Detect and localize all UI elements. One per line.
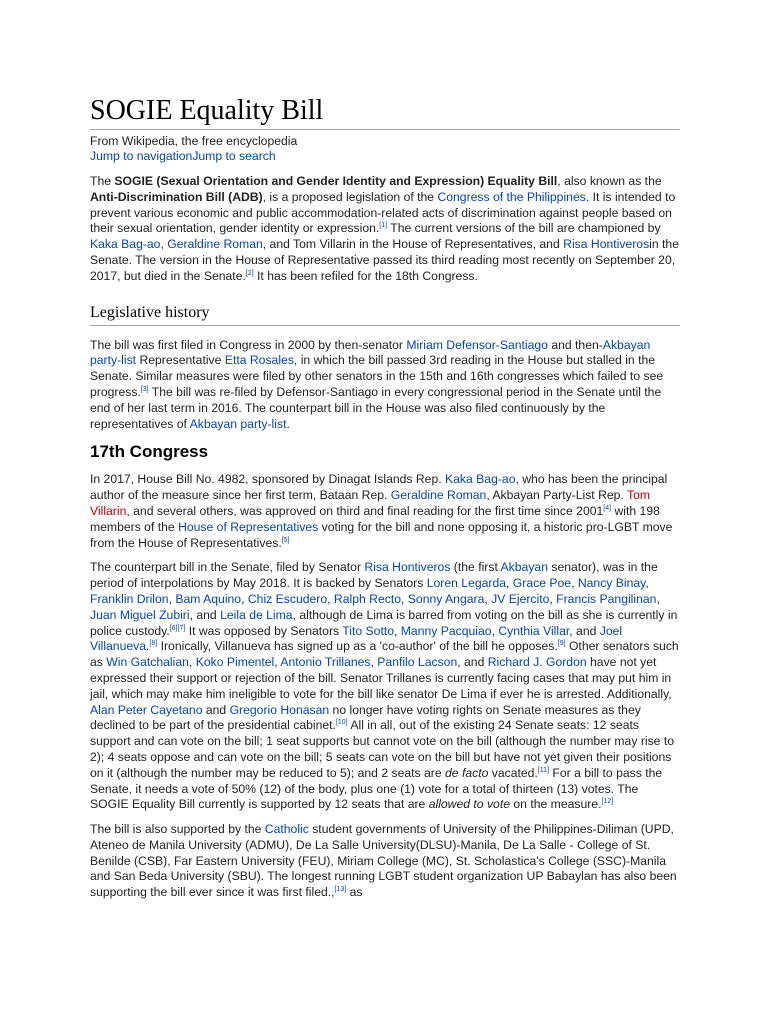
link-geraldine-roman[interactable]: Geraldine Roman bbox=[167, 237, 263, 252]
link-panfilo-lacson[interactable]: Panfilo Lacson bbox=[377, 655, 458, 670]
link-catholic[interactable]: Catholic bbox=[264, 822, 309, 837]
text: , bbox=[491, 623, 499, 638]
citation-5[interactable]: [5] bbox=[281, 536, 290, 544]
link-richard-j-gordon[interactable]: Richard J. Gordon bbox=[487, 655, 587, 670]
text: , bbox=[274, 655, 281, 670]
link-risa-hontiveros[interactable]: Risa Hontiveros bbox=[563, 237, 650, 252]
link-kaka-bag-ao[interactable]: Kaka Bag-ao bbox=[90, 237, 161, 252]
text: , bbox=[571, 576, 578, 591]
jump-to-search-link[interactable]: Jump to search bbox=[192, 149, 276, 163]
text: vacated. bbox=[488, 765, 538, 780]
text: (the first bbox=[450, 560, 501, 575]
section-heading-17th-congress: 17th Congress bbox=[90, 442, 209, 462]
text: . bbox=[286, 416, 290, 431]
citation-9[interactable]: [9] bbox=[557, 640, 566, 648]
text: It was opposed by Senators bbox=[185, 623, 343, 638]
link-juan-miguel-zubiri[interactable]: Juan Miguel Zubiri bbox=[90, 607, 190, 622]
text: For a bill to pass the Senate, it needs a vote of 50% (12) of the body, plus one (1) vote for a total of thirteen (13) votes. The SOGIE Equality Bill currently is supported by 12 seats that are bbox=[90, 765, 663, 812]
text: , bbox=[645, 576, 649, 591]
link-alan-peter-cayetano[interactable]: Alan Peter Cayetano bbox=[90, 702, 203, 717]
text: , bbox=[506, 576, 513, 591]
text: as bbox=[346, 885, 363, 900]
link-leila-de-lima[interactable]: Leila de Lima bbox=[220, 607, 293, 622]
link-akbayan[interactable]: Akbayan bbox=[500, 560, 548, 575]
citation-1[interactable]: [1] bbox=[379, 222, 388, 230]
text: Other senators such as bbox=[90, 639, 679, 670]
link-sonny-angara[interactable]: Sonny Angara bbox=[407, 591, 485, 606]
text: student governments of University of the Philippines-Diliman (UPD, Ateneo de Manila University (ADMU), De La Salle University(DLSU)-Manila, De La Salle - College of St. Benilde (CSB), Far Eastern University (FEU), Miriam College (MC), St. Scholastica's College (SSC)-Manila and San Beda University (SBU). The longest running LGBT student organization UP Babaylan has also been supporting the bill ever since it was first filed., bbox=[90, 822, 677, 900]
link-tito-sotto[interactable]: Tito Sotto bbox=[342, 623, 394, 638]
text: , bbox=[370, 655, 378, 670]
text: , Akbayan Party-List Rep. bbox=[486, 488, 627, 503]
text: , bbox=[401, 591, 408, 606]
text: , and bbox=[457, 655, 488, 670]
text: on the measure. bbox=[510, 797, 602, 812]
text: The counterpart bill in the Senate, filed by Senator bbox=[90, 560, 365, 575]
text: The bill is also supported by the bbox=[90, 822, 265, 837]
text: , bbox=[188, 655, 196, 670]
link-geraldine-roman[interactable]: Geraldine Roman bbox=[390, 488, 487, 503]
link-loren-legarda[interactable]: Loren Legarda bbox=[426, 576, 507, 591]
senate-bill-paragraph bbox=[90, 560, 680, 813]
text: All in all, out of the existing 24 Senate seats: 12 seats support and can vote on the bill; 1 seat supports but cannot vote on the bill (although the number may rise to 2); 4 seats oppose and can vote on the bill; 5 seats can vote on the bill but have not yet given their positions on it (although the number may be reduced to 5); and 2 seats are bbox=[90, 718, 675, 780]
link-nancy-binay[interactable]: Nancy Binay bbox=[577, 576, 646, 591]
student-support-paragraph bbox=[90, 822, 680, 901]
text: , is a proposed legislation of the bbox=[262, 189, 438, 204]
link-akbayan-party-list[interactable]: Akbayan party-list bbox=[189, 416, 287, 431]
text: Representative bbox=[136, 353, 225, 368]
link-joel-villanueva[interactable]: Joel Villanueva bbox=[90, 623, 623, 654]
site-subtitle: From Wikipedia, the free encyclopedia bbox=[90, 134, 298, 148]
jump-to-navigation-link[interactable]: Jump to navigation bbox=[90, 149, 193, 163]
page-title: SOGIE Equality Bill bbox=[90, 0, 680, 130]
text: The bbox=[90, 174, 115, 188]
bill-name: SOGIE (Sexual Orientation and Gender Identity and Expression) Equality Bill bbox=[114, 174, 558, 188]
italic-text: de facto bbox=[445, 765, 489, 780]
citation-12[interactable]: [12] bbox=[601, 798, 614, 806]
text: , who has been the principal author of the measure since her first term, Bataan Rep. bbox=[90, 472, 668, 503]
link-etta-rosales[interactable]: Etta Rosales bbox=[224, 353, 294, 368]
text: and bbox=[202, 702, 230, 717]
citation-7[interactable]: [7] bbox=[177, 624, 186, 632]
citation-13[interactable]: [13] bbox=[334, 886, 347, 894]
citation-3[interactable]: [3] bbox=[140, 385, 149, 393]
link-risa-hontiveros[interactable]: Risa Hontiveros bbox=[364, 560, 451, 575]
intro-paragraph bbox=[90, 174, 680, 285]
text: The current versions of the bill are championed by bbox=[387, 221, 661, 236]
text: voting for the bill and none opposing it, a historic pro-LGBT move from the House of Representatives. bbox=[90, 519, 673, 550]
italic-text: allowed to vote bbox=[428, 797, 511, 812]
text: have not yet expressed their support or rejection of the bill. Senator Trillanes is currently facing cases that may put him in jail, which may make him ineligible to vote for the bill like senator De Lima if ever he is arrested. Additionally, bbox=[90, 655, 672, 701]
text: . bbox=[146, 639, 150, 654]
link-chiz-escudero[interactable]: Chiz Escudero bbox=[247, 591, 328, 606]
link-cynthia-villar[interactable]: Cynthia Villar bbox=[498, 623, 570, 638]
link-kaka-bag-ao[interactable]: Kaka Bag-ao bbox=[445, 472, 516, 487]
house-bill-paragraph bbox=[90, 472, 680, 551]
link-congress[interactable]: Congress of the Philippines bbox=[437, 189, 586, 204]
jump-links bbox=[90, 149, 680, 164]
text: , bbox=[484, 591, 492, 606]
link-tom-villarin[interactable]: Tom Villarin bbox=[90, 488, 651, 518]
link-jv-ejercito[interactable]: JV Ejercito bbox=[491, 591, 550, 606]
text: , in which the bill passed 3rd reading in the House but stalled in the Senate. Similar measures were filed by other senators in the 15th and 16th congresses which failed to see progress. bbox=[90, 353, 664, 399]
section-heading-legislative-history: Legislative history bbox=[90, 302, 680, 326]
link-house-of-representatives[interactable]: House of Representatives bbox=[178, 519, 319, 534]
text: , bbox=[327, 591, 334, 606]
text: , and several others, was approved on third and final reading for the first time since 2001 bbox=[126, 503, 604, 518]
citation-10[interactable]: [10] bbox=[335, 719, 348, 727]
alt-bill-name: Anti-Discrimination Bill (ADB) bbox=[90, 189, 263, 204]
text: , bbox=[241, 591, 248, 606]
link-win-gatchalian[interactable]: Win Gatchalian bbox=[106, 655, 189, 670]
link-ralph-recto[interactable]: Ralph Recto bbox=[333, 591, 401, 606]
text: , and bbox=[569, 623, 600, 638]
text: senator), was in the period of interpolations by May 2018. It is backed by Senators bbox=[90, 560, 658, 591]
text: , also known as the bbox=[557, 174, 662, 188]
link-miriam-defensor-santiago[interactable]: Miriam Defensor-Santiago bbox=[406, 337, 548, 352]
link-gregorio-honasan[interactable]: Gregorio Honasan bbox=[229, 702, 330, 717]
text: , bbox=[160, 237, 168, 252]
text: with 198 members of the bbox=[90, 503, 660, 534]
link-koko-pimentel[interactable]: Koko Pimentel bbox=[195, 655, 275, 670]
link-akbayan-party-list[interactable]: Akbayan party-list bbox=[90, 337, 651, 368]
text: . It is intended to prevent various economic and public accommodation-related acts of discrimination against people based on their sexual orientation, gender identity or expression. bbox=[90, 189, 676, 236]
text: and then- bbox=[547, 337, 603, 352]
link-franklin-drilon[interactable]: Franklin Drilon bbox=[90, 591, 169, 606]
text: , and bbox=[189, 607, 221, 622]
link-manny-pacquiao[interactable]: Manny Pacquiao bbox=[400, 623, 492, 638]
text: , bbox=[168, 591, 176, 606]
text: , although de Lima is barred from voting on the bill as she is currently in police custody. bbox=[90, 607, 678, 638]
citation-2[interactable]: [2] bbox=[245, 269, 254, 277]
text: in the Senate. The version in the House of Representative passed its third reading most recently on September 20, 2017, but died in the Senate. bbox=[90, 237, 679, 283]
legislative-paragraph bbox=[90, 338, 680, 433]
text: It has been refiled for the 18th Congress. bbox=[253, 268, 478, 283]
citation-4[interactable]: [4] bbox=[603, 504, 612, 512]
text: , bbox=[394, 623, 401, 638]
text: , bbox=[656, 591, 660, 606]
text: In 2017, House Bill No. 4982, sponsored by Dinagat Islands Rep. bbox=[90, 472, 446, 487]
text: , bbox=[549, 591, 557, 606]
citation-6[interactable]: [6] bbox=[169, 624, 178, 632]
citation-8[interactable]: [8] bbox=[149, 640, 158, 648]
article bbox=[90, 0, 680, 901]
text: The bill was first filed in Congress in 2000 by then-senator bbox=[90, 337, 407, 352]
text: The bill was re-filed by Defensor-Santiago in every congressional period in the Senate until the end of her last term in 2016. The counterpart bill in the House was also filed continuously by the representatives of bbox=[90, 384, 662, 431]
text: , and Tom Villarin in the House of Representatives, and bbox=[262, 237, 564, 252]
link-antonio-trillanes[interactable]: Antonio Trillanes bbox=[280, 655, 371, 670]
link-bam-aquino[interactable]: Bam Aquino bbox=[175, 591, 242, 606]
text: Ironically, Villanueva has signed up as a 'co-author' of the bill he opposes. bbox=[157, 639, 558, 654]
text: no longer have voting rights on Senate measures as they declined to be part of the presidential cabinet. bbox=[90, 702, 641, 733]
citation-11[interactable]: [11] bbox=[537, 766, 550, 774]
link-grace-poe[interactable]: Grace Poe bbox=[512, 576, 572, 591]
link-francis-pangilinan[interactable]: Francis Pangilinan bbox=[556, 591, 657, 606]
